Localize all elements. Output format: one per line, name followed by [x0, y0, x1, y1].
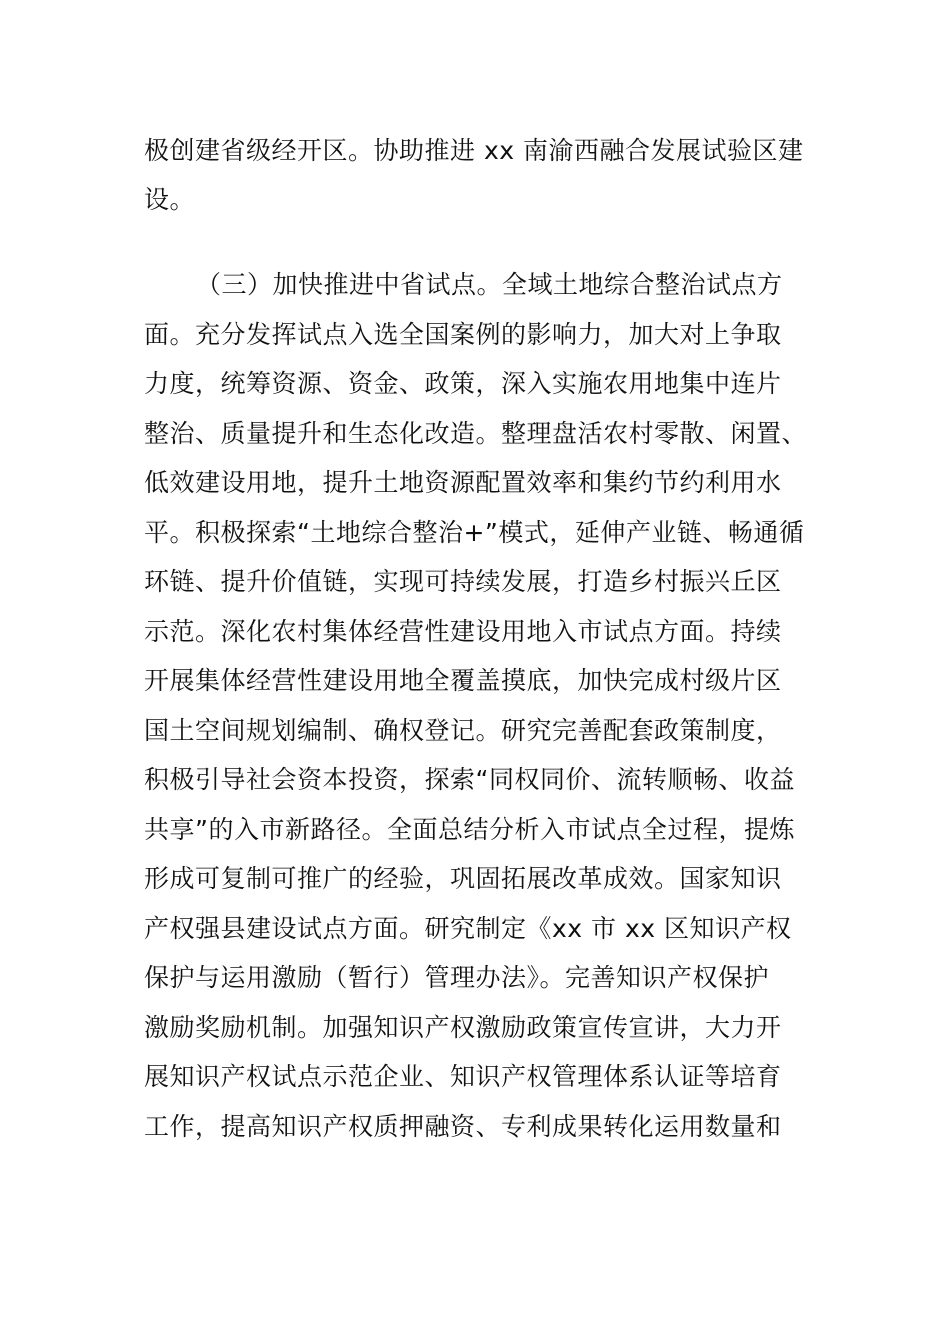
- text-line: 设。: [144, 185, 196, 214]
- text-line: 国土空间规划编制、确权登记。研究完善配套政策制度，: [144, 716, 782, 745]
- text-line: 示范。深化农村集体经营性建设用地入市试点方面。持续: [144, 617, 782, 646]
- text-line: 共享”的入市新路径。全面总结分析入市试点全过程，提炼: [144, 815, 795, 844]
- text-line: 保护与运用激励（暂行）管理办法》。完善知识产权保护: [144, 963, 770, 992]
- text-line: 低效建设用地，提升土地资源配置效率和集约节约利用水: [144, 468, 782, 497]
- text-line: 产权强县建设试点方面。研究制定《xx 市 xx 区知识产权: [144, 914, 792, 943]
- text-line: 展知识产权试点示范企业、知识产权管理体系认证等培育: [144, 1062, 782, 1091]
- text-line: 力度，统筹资源、资金、政策，深入实施农用地集中连片: [144, 369, 782, 398]
- text-line: 积极引导社会资本投资，探索“同权同价、流转顺畅、收益: [144, 765, 795, 794]
- text-line: 开展集体经营性建设用地全覆盖摸底，加快完成村级片区: [144, 666, 782, 695]
- text-line: 激励奖励机制。加强知识产权激励政策宣传宣讲，大力开: [144, 1013, 782, 1042]
- text-line: 极创建省级经开区。协助推进 xx 南渝西融合发展试验区建: [144, 136, 804, 165]
- text-line: 平。积极探索“土地综合整治+”模式，延伸产业链、畅通循: [144, 518, 805, 547]
- text-line: 整治、质量提升和生态化改造。整理盘活农村零散、闲置、: [144, 419, 808, 448]
- text-line: 环链、提升价值链，实现可持续发展，打造乡村振兴丘区: [144, 567, 782, 596]
- text-line: 形成可复制可推广的经验，巩固拓展改革成效。国家知识: [144, 864, 782, 893]
- text-line: 工作，提高知识产权质押融资、专利成果转化运用数量和: [144, 1112, 782, 1141]
- text-line: 面。充分发挥试点入选全国案例的影响力，加大对上争取: [144, 320, 782, 349]
- text-line-section-heading: （三）加快推进中省试点。全域土地综合整治试点方: [196, 270, 783, 299]
